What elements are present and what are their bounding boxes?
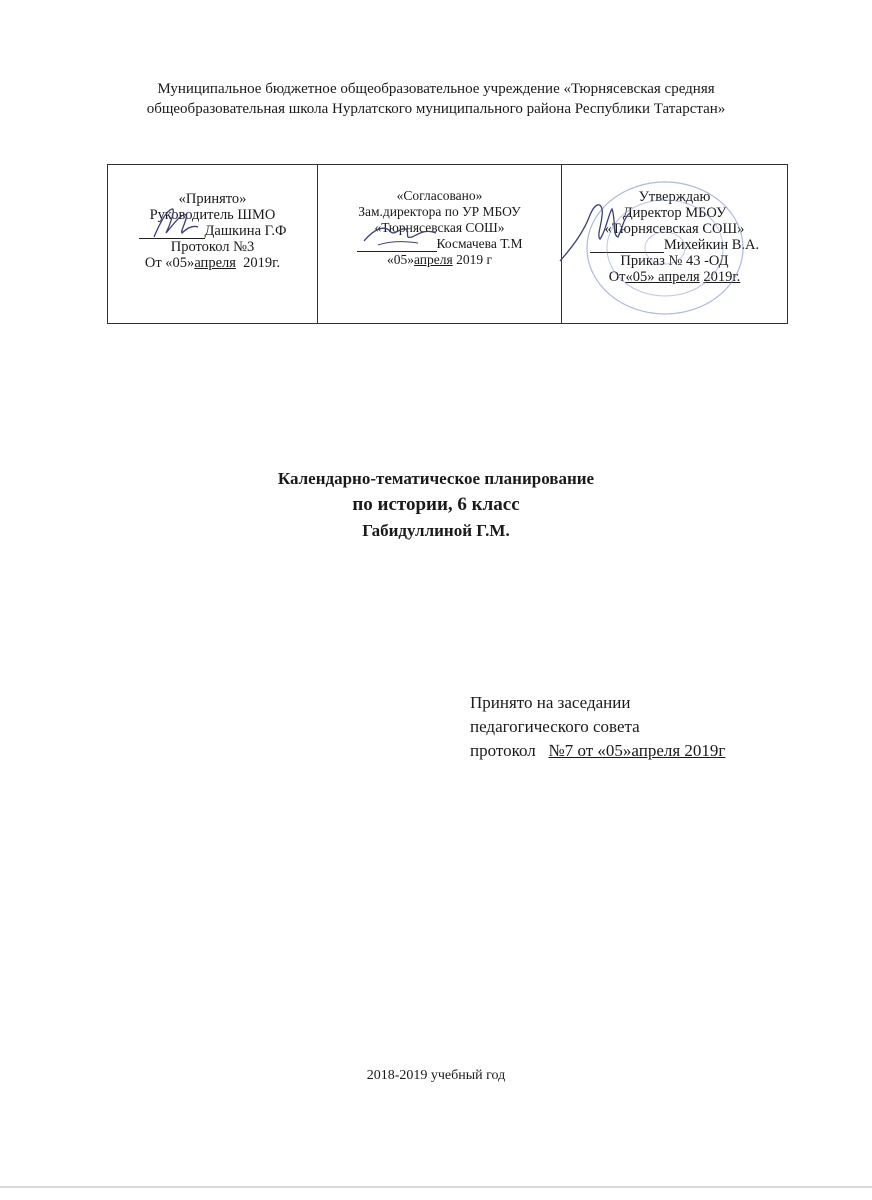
approved-title: Утверждаю bbox=[638, 189, 711, 205]
agreed-date: «05»апреля 2019 г bbox=[386, 252, 493, 267]
accepted-name: Дашкина Г.Ф bbox=[204, 223, 287, 239]
scan-edge bbox=[0, 1186, 872, 1188]
header-line-2: общеобразовательная школа Нурлатского муниципального района Республики Татарстан» bbox=[146, 101, 726, 117]
approved-order: Приказ № 43 -ОД bbox=[620, 253, 729, 269]
title-line-1: Календарно-тематическое планирование bbox=[277, 469, 595, 488]
academic-year: 2018-2019 учебный год bbox=[366, 1068, 506, 1083]
accepted-date: От «05»апреля 2019г. bbox=[144, 255, 281, 271]
agreed-position: Зам.директора по УР МБОУ bbox=[358, 204, 521, 219]
accepted-title: «Принято» bbox=[178, 191, 247, 207]
agreed-cell bbox=[318, 165, 562, 323]
approved-position: Директор МБОУ bbox=[622, 205, 727, 221]
title-line-3: Габидуллиной Г.М. bbox=[362, 521, 510, 540]
accepted-cell bbox=[108, 165, 318, 323]
council-block bbox=[470, 691, 725, 763]
agreed-signature-line bbox=[318, 236, 561, 252]
agreed-title: «Согласовано» bbox=[396, 188, 483, 203]
approved-school: «Тюрнясевская СОШ» bbox=[604, 221, 745, 237]
agreed-school: «Тюрнясевская СОШ» bbox=[374, 220, 505, 235]
approved-name: Михейкин В.А. bbox=[663, 237, 760, 253]
council-line-2: педагогического совета bbox=[470, 717, 640, 736]
approved-signature-line bbox=[562, 237, 787, 253]
header-line-1: Муниципальное бюджетное общеобразовательное учреждение «Тюрнясевская средняя bbox=[157, 81, 715, 97]
document-title bbox=[0, 466, 872, 544]
title-line-2: по истории, 6 класс bbox=[352, 494, 520, 515]
accepted-signature-line bbox=[108, 223, 317, 239]
council-protocol: протокол №7 от «05»апреля 2019г bbox=[470, 741, 726, 760]
approved-cell bbox=[562, 165, 787, 323]
agreed-name: Космачева Т.М bbox=[436, 236, 523, 251]
approved-date: От«05» апреля 2019г. bbox=[608, 269, 741, 285]
council-line-1: Принято на заседании bbox=[470, 693, 631, 712]
approval-table bbox=[107, 164, 788, 324]
accepted-position: Руководитель ШМО bbox=[149, 207, 276, 223]
accepted-protocol: Протокол №3 bbox=[170, 239, 255, 255]
school-header bbox=[70, 79, 802, 119]
